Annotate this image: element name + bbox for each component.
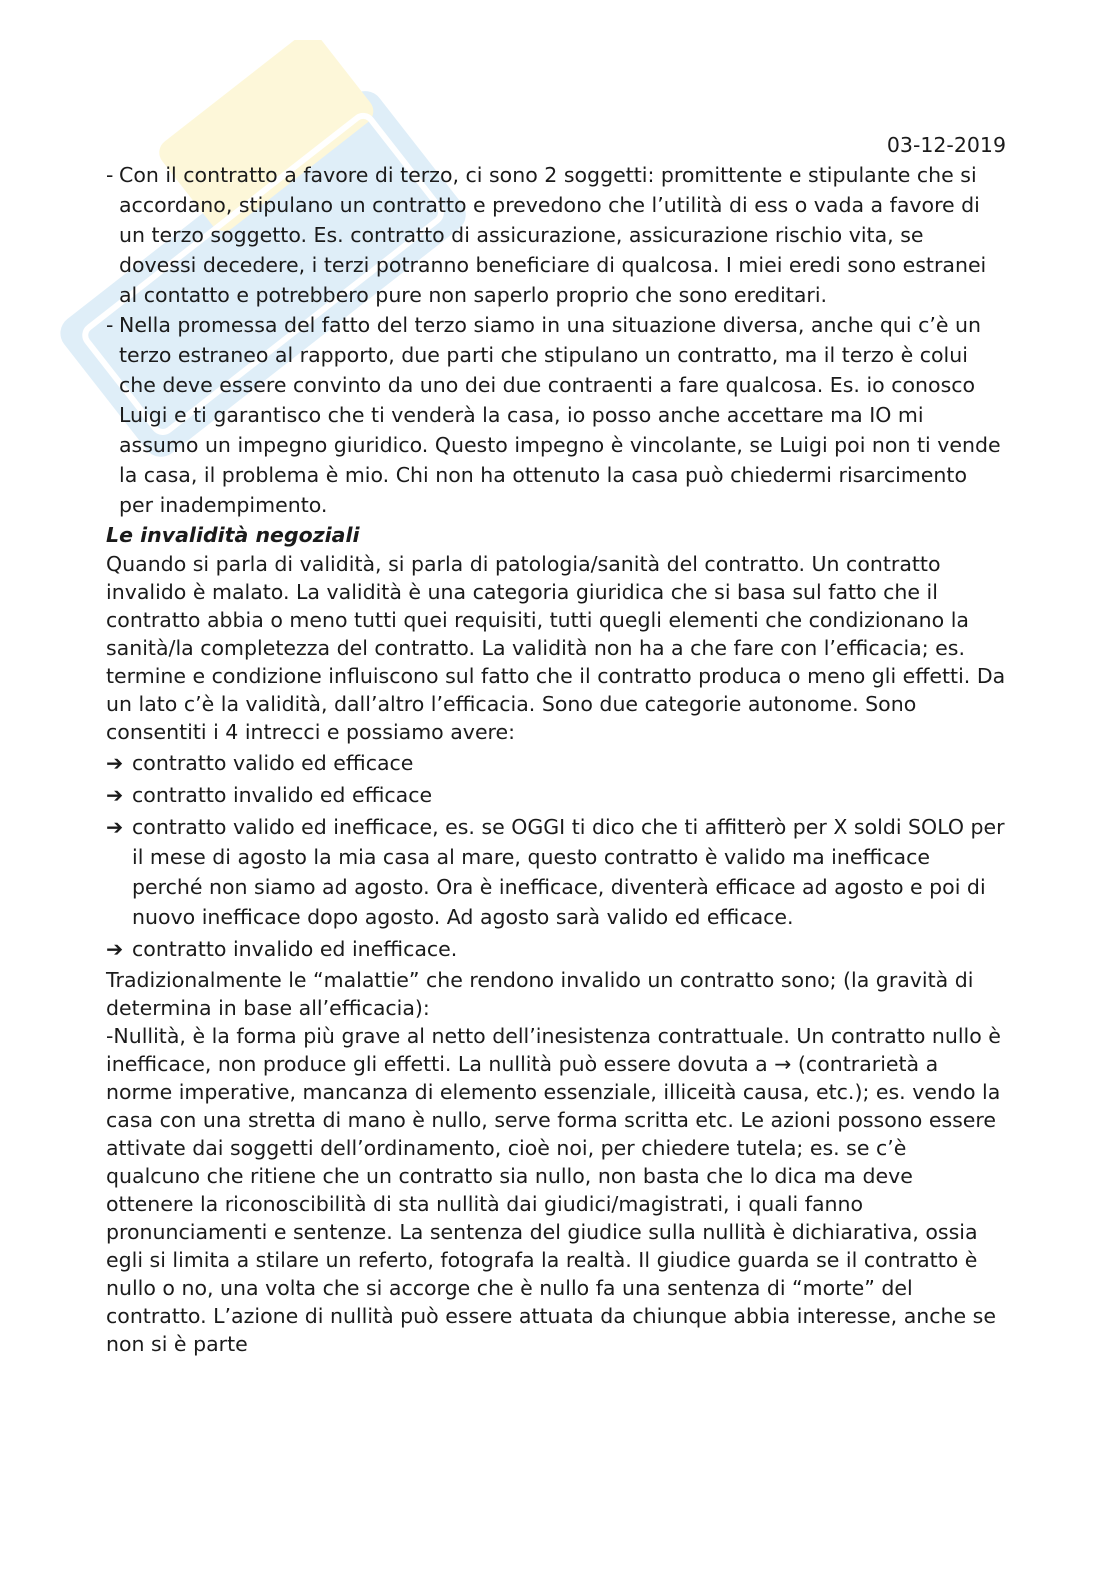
arrow-bullet-icon: ➔: [106, 937, 124, 961]
list-item: [106, 780, 1006, 810]
document-date: 03-12-2019: [886, 133, 1006, 157]
document-page: [106, 128, 1006, 1358]
tradition-paragraph: Tradizionalmente le “malattie” che rendono invalido un contratto sono; (la gravità di determina in base all’efficacia):: [106, 968, 974, 1020]
list-item-text: contratto invalido ed efficace: [132, 783, 433, 807]
list-item-text: contratto invalido ed inefficace.: [132, 937, 458, 961]
arrow-bullet-icon: ➔: [106, 751, 124, 775]
list-item: [106, 812, 1006, 932]
list-item: [106, 934, 1006, 964]
arrow-bullet-icon: ➔: [106, 783, 124, 807]
list-item: [106, 748, 1006, 778]
list-item: [106, 310, 1006, 520]
list-item-text: contratto valido ed inefficace, es. se OGGI ti dico che ti affitterò per X soldi SOLO per il mese di agosto la mia casa al mare, questo contratto è valido ma inefficace perché non siamo ad agosto. Ora è inefficace, diventerà efficace ad agosto e poi di nuovo inefficace dopo agosto. Ad agosto sarà valido ed efficace.: [132, 815, 1005, 929]
nullity-paragraph: -Nullità, è la forma più grave al netto dell’inesistenza contrattuale. Un contratto nullo è inefficace, non produce gli effetti. La nullità può essere dovuta a → (contrarietà a norme imperative, mancanza di elemento essenziale, illiceità causa, etc.); es. vendo la casa con una stretta di mano è nullo, serve forma scritta etc. Le azioni possono essere attivate dai soggetti dell’ordinamento, cioè noi, per chiedere tutela; es. se c’è qualcuno che ritiene che un contratto sia nullo, non basta che lo dica ma deve ottenere la riconoscibilità di sta nullità dai giudici/magistrati, i quali fanno pronunciamenti e sentenze. La sentenza del giudice sulla nullità è dichiarativa, ossia egli si limita a stilare un referto, fotografa la realtà. Il giudice guarda se il contratto è nullo o no, una volta che si accorge che è nullo fa una sentenza di “morte” del contratto. L’azione di nullità può essere attuata da chiunque abbia interesse, anche se non si è parte: [106, 1024, 1001, 1356]
list-item-text: Nella promessa del fatto del terzo siamo in una situazione diversa, anche qui c’è un terzo estraneo al rapporto, due parti che stipulano un contratto, ma il terzo è colui che deve essere convinto da uno dei due contraenti a fare qualcosa. Es. io conosco Luigi e ti garantisco che ti venderà la casa, io posso anche accettare ma IO mi assumo un impegno giuridico. Questo impegno è vincolante, se Luigi poi non ti vende la casa, il problema è mio. Chi non ha ottenuto la casa può chiedermi risarcimento per inadempimento.: [119, 313, 1001, 517]
arrow-bullet-icon: ➔: [106, 815, 124, 839]
list-item-text: contratto valido ed efficace: [132, 751, 414, 775]
section-heading: Le invalidità negoziali: [106, 523, 360, 547]
list-item-text: Con il contratto a favore di terzo, ci sono 2 soggetti: promittente e stipulante che si accordano, stipulano un contratto e prevedono che l’utilità di ess o vada a favore di un terzo soggetto. Es. contratto di assicurazione, assicurazione rischio vita, se dovessi decedere, i terzi potranno beneficiare di qualcosa. I miei eredi sono estranei al contatto e potrebbero pure non saperlo proprio che sono ereditari.: [119, 163, 987, 307]
dash-bullet: -: [106, 313, 114, 337]
dash-bullet: -: [106, 163, 114, 187]
list-item: [106, 160, 1006, 310]
intro-paragraph: Quando si parla di validità, si parla di patologia/sanità del contratto. Un contratto invalido è malato. La validità è una categoria giuridica che si basa sul fatto che il contratto abbia o meno tutti quei requisiti, tutti quegli elementi che condizionano la sanità/la completezza del contratto. La validità non ha a che fare con l’efficacia; es. termine e condizione influiscono sul fatto che il contratto produca o meno gli effetti. Da un lato c’è la validità, dall’altro l’efficacia. Sono due categorie autonome. Sono consentiti i 4 intrecci e possiamo avere:: [106, 552, 1006, 744]
